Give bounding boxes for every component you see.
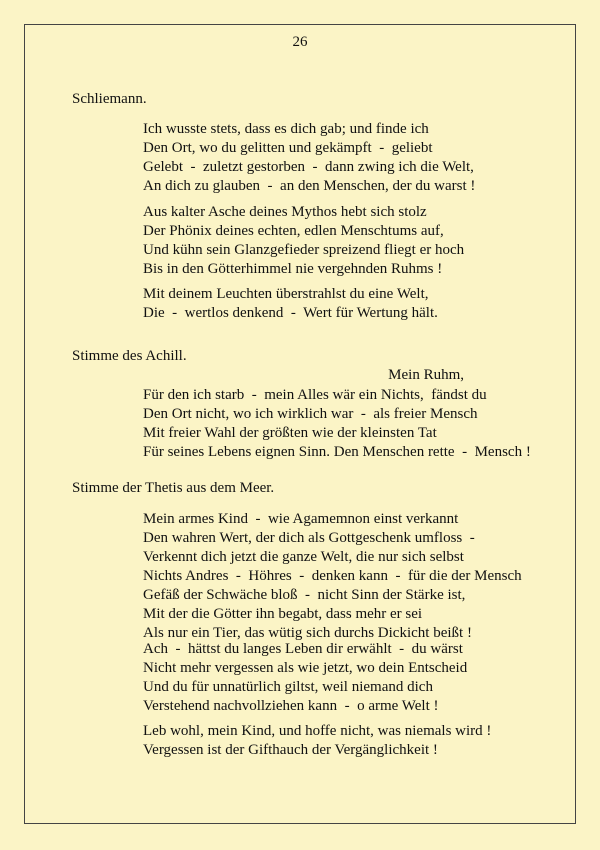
verse-line-right: Mein Ruhm, (388, 367, 464, 383)
stanza (143, 640, 467, 716)
verse-line: Verkennt dich jetzt die ganze Welt, die nur sich selbst (143, 549, 464, 565)
verse-line: Vergessen ist der Gifthauch der Vergänglichkeit ! (143, 742, 438, 758)
stanza (143, 120, 475, 196)
verse-line: Nicht mehr vergessen als wie jetzt, wo dein Entscheid (143, 660, 468, 676)
verse-line: Als nur ein Tier, das wütig sich durchs Dickicht beißt ! (143, 625, 472, 641)
speaker-heading: Stimme der Thetis aus dem Meer. (72, 480, 275, 496)
verse-line: Aus kalter Asche deines Mythos hebt sich stolz (143, 204, 427, 220)
verse-line: Gelebt - zuletzt gestorben - dann zwing ich die Welt, (143, 159, 474, 175)
verse-line: Den Ort nicht, wo ich wirklich war - als freier Mensch (143, 406, 478, 422)
verse-line: Mit deinem Leuchten überstrahlst du eine Welt, (143, 286, 429, 302)
verse-line: Den wahren Wert, der dich als Gottgeschenk umfloss - (143, 530, 475, 546)
stanza (143, 722, 491, 760)
speaker-heading: Stimme des Achill. (72, 348, 187, 364)
verse-line: Und kühn sein Glanzgefieder spreizend fliegt er hoch (143, 242, 465, 258)
verse-line: Mit freier Wahl der größten wie der kleinsten Tat (143, 425, 437, 441)
verse-line: Leb wohl, mein Kind, und hoffe nicht, was niemals wird ! (143, 723, 492, 739)
verse-line: Den Ort, wo du gelitten und gekämpft - geliebt (143, 140, 433, 156)
verse-line: Ich wusste stets, dass es dich gab; und finde ich (143, 121, 429, 137)
verse-line: Verstehend nachvollziehen kann - o arme Welt ! (143, 698, 439, 714)
verse-line: Gefäß der Schwäche bloß - nicht Sinn der Stärke ist, (143, 587, 466, 603)
verse-line: Und du für unnatürlich giltst, weil niemand dich (143, 679, 433, 695)
stanza (143, 510, 522, 643)
verse-line: Bis in den Götterhimmel nie vergehnden Ruhms ! (143, 261, 443, 277)
verse-line: Mein armes Kind - wie Agamemnon einst verkannt (143, 511, 459, 527)
stanza (143, 386, 531, 462)
page-number: 26 (292, 34, 308, 50)
verse-line: Mit der die Götter ihn begabt, dass mehr er sei (143, 606, 423, 622)
verse-line: An dich zu glauben - an den Menschen, der du warst ! (143, 178, 476, 194)
stanza (143, 285, 438, 323)
stanza (143, 203, 464, 279)
verse-line: Ach - hättst du langes Leben dir erwählt - du wärst (143, 641, 463, 657)
verse-line: Der Phönix deines echten, edlen Menschtums auf, (143, 223, 444, 239)
verse-line: Die - wertlos denkend - Wert für Wertung hält. (143, 305, 438, 321)
verse-line: Für seines Lebens eignen Sinn. Den Menschen rette - Mensch ! (143, 444, 531, 460)
speaker-heading: Schliemann. (72, 91, 147, 107)
verse-line: Für den ich starb - mein Alles wär ein Nichts, fändst du (143, 387, 487, 403)
verse-line: Nichts Andres - Höhres - denken kann - für die der Mensch (143, 568, 522, 584)
